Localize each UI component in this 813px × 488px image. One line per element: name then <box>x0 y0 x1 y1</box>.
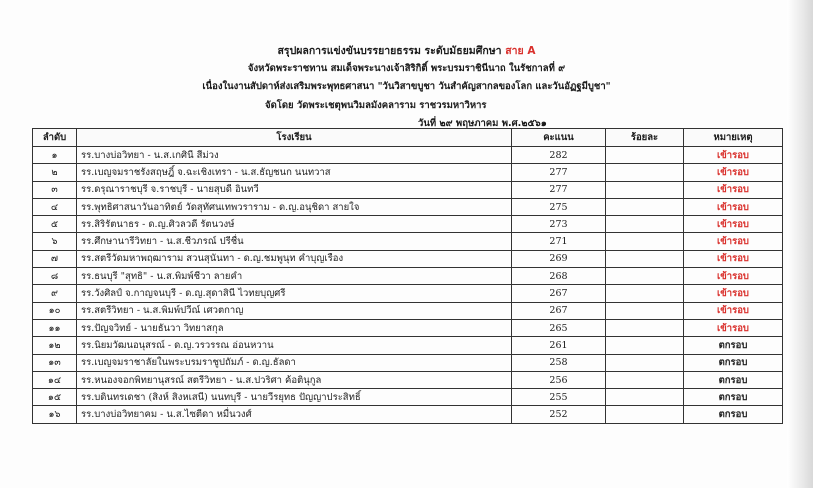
cell-score: 273 <box>512 216 606 233</box>
cell-score: 277 <box>512 164 606 181</box>
cell-percent <box>606 233 684 250</box>
cell-no: ๗ <box>33 250 77 267</box>
cell-no: ๑๖ <box>33 406 77 423</box>
cell-school: รร.หนองจอกพิทยานุสรณ์ สตรีวิทยา - น.ส.ปวริศา ค้อตินุกูล <box>77 371 512 388</box>
group-label: สาย A <box>505 45 536 57</box>
cell-percent <box>606 337 684 354</box>
table-row <box>33 337 783 354</box>
document-title <box>0 42 813 59</box>
table-row <box>33 302 783 319</box>
table-row <box>33 181 783 198</box>
table-row <box>33 164 783 181</box>
cell-score: 271 <box>512 233 606 250</box>
results-table <box>32 128 783 424</box>
cell-school: รร.นิยมวัฒนอนุสรณ์ - ด.ญ.วรวรรณ อ่อนหวาน <box>77 337 512 354</box>
cell-school: รร.วังศิลป์ จ.กาญจนบุรี - ด.ญ.สุดาสินี ไวทยบุญศรี <box>77 285 512 302</box>
cell-note: เข้ารอบ <box>684 302 783 319</box>
cell-no: ๕ <box>33 216 77 233</box>
col-header-percent: ร้อยละ <box>606 129 684 147</box>
cell-note: เข้ารอบ <box>684 147 783 164</box>
cell-no: ๑๑ <box>33 319 77 336</box>
subtitle-province: จังหวัดพระราชทาน สมเด็จพระนางเจ้าสิริกิติ์ พระบรมราชินีนาถ ในรัชกาลที่ ๙ <box>247 63 566 74</box>
cell-note: เข้ารอบ <box>684 164 783 181</box>
cell-school: รร.ศึกษานารีวิทยา - น.ส.ชีวภรณ์ ปรีชื่น <box>77 233 512 250</box>
cell-percent <box>606 268 684 285</box>
cell-percent <box>606 371 684 388</box>
cell-score: 256 <box>512 371 606 388</box>
cell-school: รร.ธนบุรี "สุทธิ" - น.ส.พิมพ์ชีวา ลายคำ <box>77 268 512 285</box>
cell-school: รร.บดินทรเดชา (สิงห์ สิงหเสนี) นนทบุรี - นายวีรยุทธ ปัญญาประสิทธิ์ <box>77 389 512 406</box>
cell-percent <box>606 406 684 423</box>
cell-score: 269 <box>512 250 606 267</box>
cell-score: 268 <box>512 268 606 285</box>
cell-score: 282 <box>512 147 606 164</box>
cell-percent <box>606 216 684 233</box>
cell-note: ตกรอบ <box>684 337 783 354</box>
table-row <box>33 233 783 250</box>
cell-no: ๑ <box>33 147 77 164</box>
cell-school: รร.บางบ่อวิทยา - น.ส.เกศินี สีม่วง <box>77 147 512 164</box>
cell-no: ๑๒ <box>33 337 77 354</box>
col-header-school: โรงเรียน <box>77 129 512 147</box>
cell-score: 255 <box>512 389 606 406</box>
cell-no: ๑๔ <box>33 371 77 388</box>
cell-school: รร.ปัญจวิทย์ - นายธันวา วิทยาสกุล <box>77 319 512 336</box>
cell-percent <box>606 285 684 302</box>
cell-note: เข้ารอบ <box>684 233 783 250</box>
cell-school: รร.ดรุณาราชบุรี จ.ราชบุรี - นายสุบดี อินทวี <box>77 181 512 198</box>
col-header-score: คะแนน <box>512 129 606 147</box>
table-row <box>33 371 783 388</box>
cell-score: 277 <box>512 181 606 198</box>
cell-no: ๔ <box>33 198 77 215</box>
cell-school: รร.สิริรัตนาธร - ด.ญ.ศิวลวดี รัตนวงษ์ <box>77 216 512 233</box>
subtitle-organizer: จัดโดย วัดพระเชตุพนวิมลมังคลาราม ราชวรมหาวิหาร <box>265 100 487 111</box>
cell-no: ๙ <box>33 285 77 302</box>
title-text: สรุปผลการแข่งขันบรรยายธรรม ระดับมัธยมศึกษา <box>277 45 502 57</box>
event-date: วันที่ ๒๙ พฤษภาคม พ.ศ.๒๕๖๑ <box>418 118 547 129</box>
cell-no: ๘ <box>33 268 77 285</box>
cell-score: 261 <box>512 337 606 354</box>
cell-note: ตกรอบ <box>684 354 783 371</box>
table-header-row <box>33 129 783 147</box>
col-header-no: ลำดับ <box>33 129 77 147</box>
cell-school: รร.เบญจมราชรังสฤษฎิ์ จ.ฉะเชิงเทรา - น.ส.ธัญชนก นนทวาส <box>77 164 512 181</box>
cell-score: 258 <box>512 354 606 371</box>
cell-school: รร.เบญจมราชาลัยในพระบรมราชูปถัมภ์ - ด.ญ.ธัลดา <box>77 354 512 371</box>
cell-note: ตกรอบ <box>684 389 783 406</box>
cell-percent <box>606 181 684 198</box>
table-row <box>33 216 783 233</box>
cell-note: เข้ารอบ <box>684 216 783 233</box>
table-row <box>33 147 783 164</box>
cell-school: รร.พุทธิศาสนาวันอาทิตย์ วัดสุทัศนเทพวราราม - ด.ญ.อนุชิดา สายใจ <box>77 198 512 215</box>
cell-no: ๖ <box>33 233 77 250</box>
cell-no: ๓ <box>33 181 77 198</box>
cell-percent <box>606 302 684 319</box>
cell-no: ๒ <box>33 164 77 181</box>
cell-note: เข้ารอบ <box>684 268 783 285</box>
table-row <box>33 319 783 336</box>
cell-note: ตกรอบ <box>684 371 783 388</box>
cell-note: ตกรอบ <box>684 406 783 423</box>
cell-note: เข้ารอบ <box>684 198 783 215</box>
cell-percent <box>606 164 684 181</box>
cell-percent <box>606 250 684 267</box>
cell-school: รร.สตรีวัดมหาพฤฒาราม สวนสุนันทา - ด.ญ.ชมพูนุท คำบุญเรือง <box>77 250 512 267</box>
cell-percent <box>606 319 684 336</box>
cell-score: 275 <box>512 198 606 215</box>
table-row <box>33 198 783 215</box>
table-row <box>33 285 783 302</box>
subtitle-event: เนื่องในงานสัปดาห์ส่งเสริมพระพุทธศาสนา "วันวิสาขบูชา วันสำคัญสากลของโลก และวันอัฏฐมีบูชา" <box>202 81 611 92</box>
table-row <box>33 406 783 423</box>
table-row <box>33 268 783 285</box>
col-header-note: หมายเหตุ <box>684 129 783 147</box>
table-row <box>33 250 783 267</box>
cell-score: 267 <box>512 285 606 302</box>
cell-score: 252 <box>512 406 606 423</box>
cell-percent <box>606 389 684 406</box>
cell-percent <box>606 198 684 215</box>
cell-no: ๑๓ <box>33 354 77 371</box>
cell-note: เข้ารอบ <box>684 250 783 267</box>
table-row <box>33 389 783 406</box>
cell-no: ๑๕ <box>33 389 77 406</box>
cell-no: ๑๐ <box>33 302 77 319</box>
cell-note: เข้ารอบ <box>684 181 783 198</box>
cell-percent <box>606 147 684 164</box>
page-edge-shadow <box>787 0 813 488</box>
cell-percent <box>606 354 684 371</box>
cell-score: 265 <box>512 319 606 336</box>
cell-note: เข้ารอบ <box>684 319 783 336</box>
cell-school: รร.บางบ่อวิทยาคม - น.ส.ไซตีดา หมื่นวงศ์ <box>77 406 512 423</box>
table-row <box>33 354 783 371</box>
cell-school: รร.สตรีวิทยา - น.ส.พิมพ์ปวีณ์ เศวตกาญ <box>77 302 512 319</box>
cell-note: เข้ารอบ <box>684 285 783 302</box>
cell-score: 267 <box>512 302 606 319</box>
